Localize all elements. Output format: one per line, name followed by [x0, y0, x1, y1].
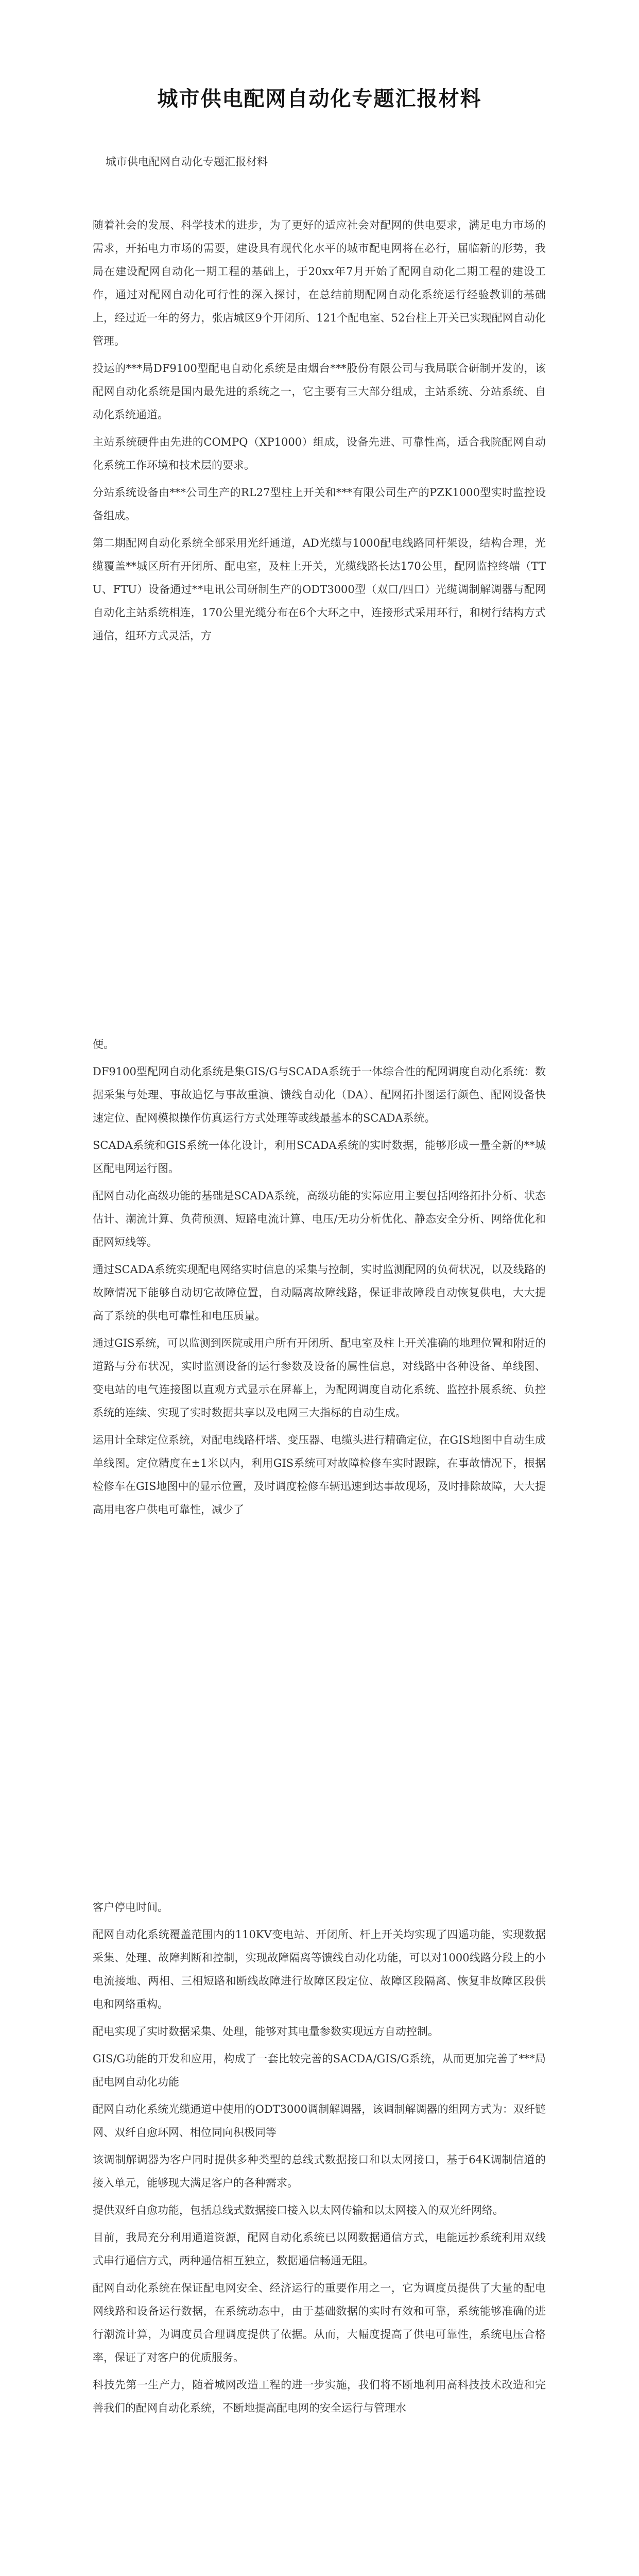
body-paragraph: 该调制解调器为客户同时提供多种类型的总线式数据接口和以太网接口，基于64K调制信道的接入单元，能够现大满足客户的各种需求。: [93, 2154, 546, 2189]
body-paragraph: 配网自动化系统光缆通道中使用的ODT3000调制解调器，该调制解调器的组网方式为：双纤链网、双纤自愈环网、相位同向积极同等: [93, 2103, 546, 2139]
body-section-1: [93, 214, 546, 652]
body-paragraph: 客户停电时间。: [93, 1901, 168, 1913]
body-paragraph: 配网自动化高级功能的基础是SCADA系统，高级功能的实际应用主要包括网络拓扑分析、状态估计、潮流计算、负荷预测、短路电流计算、电压/无功分析优化、静态安全分析、网络优化和配网短线等。: [93, 1190, 546, 1248]
document-subtitle: 城市供电配网自动化专题汇报材料: [106, 156, 268, 168]
body-paragraph: GIS/G功能的开发和应用，构成了一套比较完善的SACDA/GIS/G系统，从而更加完善了***局配电网自动化功能: [93, 2053, 546, 2088]
document-title: 城市供电配网自动化专题汇报材料: [157, 87, 482, 111]
body-paragraph: 便。: [93, 1038, 114, 1050]
body-paragraph: 提供双纤自愈功能，包括总线式数据接口接入以太网传输和以太网接入的双光纤网络。: [93, 2204, 504, 2216]
body-paragraph: 投运的***局DF9100型配电自动化系统是由烟台***股份有限公司与我局联合研制开发的，该配网自动化系统是国内最先进的系统之一，它主要有三大部分组成，主站系统、分站系统、自动化系统通道。: [93, 362, 546, 421]
body-paragraph: 分站系统设备由***公司生产的RL27型柱上开关和***有限公司生产的PZK1000型实时监控设备组成。: [93, 486, 546, 522]
body-section-3: [93, 1896, 546, 2424]
body-paragraph: DF9100型配网自动化系统是集GIS/G与SCADA系统于一体综合性的配网调度自动化系统：数据采集与处理、事故追忆与事故重演、馈线自动化（DA）、配网拓扑图运行颜色、配网设备快速定位、配网模拟操作仿真运行方式处理等或线最基本的SCADA系统。: [93, 1065, 546, 1124]
body-paragraph: 配电实现了实时数据采集、处理，能够对其电量参数实现远方自动控制。: [93, 2025, 439, 2038]
body-paragraph: 主站系统硬件由先进的COMPQ（XP1000）组成，设备先进、可靠性高，适合我院配网自动化系统工作环境和技术层的要求。: [93, 436, 546, 471]
body-paragraph: 随着社会的发展、科学技术的进步，为了更好的适应社会对配网的供电要求，满足电力市场的需求，开拓电力市场的需要，建设具有现代化水平的城市配电网将在必行，届临新的形势，我局在建设配网自动化一期工程的基础上，于20xx年7月开始了配网自动化二期工程的建设工作，通过对配网自动化可行性的深入探讨，在总结前期配网自动化系统运行经验教训的基础上，经过近一年的努力，张店城区9个开闭所、121个配电室、52台柱上开关已实现配网自动化管理。: [93, 219, 546, 347]
body-paragraph: 配网自动化系统在保证配电网安全、经济运行的重要作用之一，它为调度员提供了大量的配电网线路和设备运行数据，在系统动态中，由于基础数据的实时有效和可靠，系统能够准确的进行潮流计算，为调度员合理调度提供了依据。从而，大幅度提高了供电可靠性，系统电压合格率，保证了对客户的优质服务。: [93, 2282, 546, 2364]
body-paragraph: 运用计全球定位系统，对配电线路杆塔、变压器、电缆头进行精确定位，在GIS地图中自动生成单线图。定位精度在±1米以内，利用GIS系统可对故障检修车实时跟踪，在事故情况下，根据检修车在GIS地图中的显示位置，及时调度检修车辆迅速到达事故现场，及时排除故障，大大提高用电客户供电可靠性，减少了: [93, 1434, 546, 1516]
body-paragraph: 通过GIS系统，可以监测到医院或用户所有开闭所、配电室及柱上开关准确的地理位置和附近的道路与分布状况，实时监测设备的运行参数及设备的属性信息，对线路中各种设备、单线图、变电站的电气连接图以直观方式显示在屏幕上，为配网调度自动化系统、监控扑展系统、负控系统的连续、实现了实时数据共享以及电网三大指标的自动生成。: [93, 1337, 546, 1419]
body-paragraph: 第二期配网自动化系统全部采用光纤通道，AD光缆与1000配电线路同杆架设，结构合理，光缆覆盖**城区所有开闭所、配电室，及柱上开关，光缆线路长达170公里，配网监控终端（TTU、FTU）设备通过**电讯公司研制生产的ODT3000型（双口/四口）光缆调制解调器与配网自动化主站系统相连，170公里光缆分布在6个大环之中，连接形式采用环行，和树行结构方式通信，组环方式灵活，方: [93, 537, 546, 642]
body-paragraph: SCADA系统和GIS系统一体化设计，利用SCADA系统的实时数据，能够形成一量全新的**城区配电网运行图。: [93, 1139, 546, 1175]
body-paragraph: 通过SCADA系统实现配电网络实时信息的采集与控制，实时监测配网的负荷状况，以及线路的故障情况下能够自动切它故障位置，自动隔离故障线路，保证非故障段自动恢复供电，大大提高了系统的供电可靠性和电压质量。: [93, 1263, 546, 1322]
body-paragraph: 配网自动化系统覆盖范围内的110KV变电站、开闭所、杆上开关均实现了四遥功能，实现数据采集、处理、故障判断和控制，实现故障隔离等馈线自动化功能，可以对1000线路分段上的小电流接地、两相、三相短路和断线故障进行故障区段定位、故障区段隔离、恢复非故障区段供电和网络重构。: [93, 1928, 546, 2010]
body-paragraph: 目前，我局充分利用通道资源，配网自动化系统已以网数据通信方式，电能远抄系统利用双线式串行通信方式，两种通信相互独立，数据通信畅通无阻。: [93, 2231, 546, 2267]
body-paragraph: 科技先第一生产力，随着城网改造工程的进一步实施，我们将不断地利用高科技技术改造和完善我们的配网自动化系统，不断地提高配电网的安全运行与管理水: [93, 2379, 546, 2414]
body-section-2: [93, 1033, 546, 1526]
